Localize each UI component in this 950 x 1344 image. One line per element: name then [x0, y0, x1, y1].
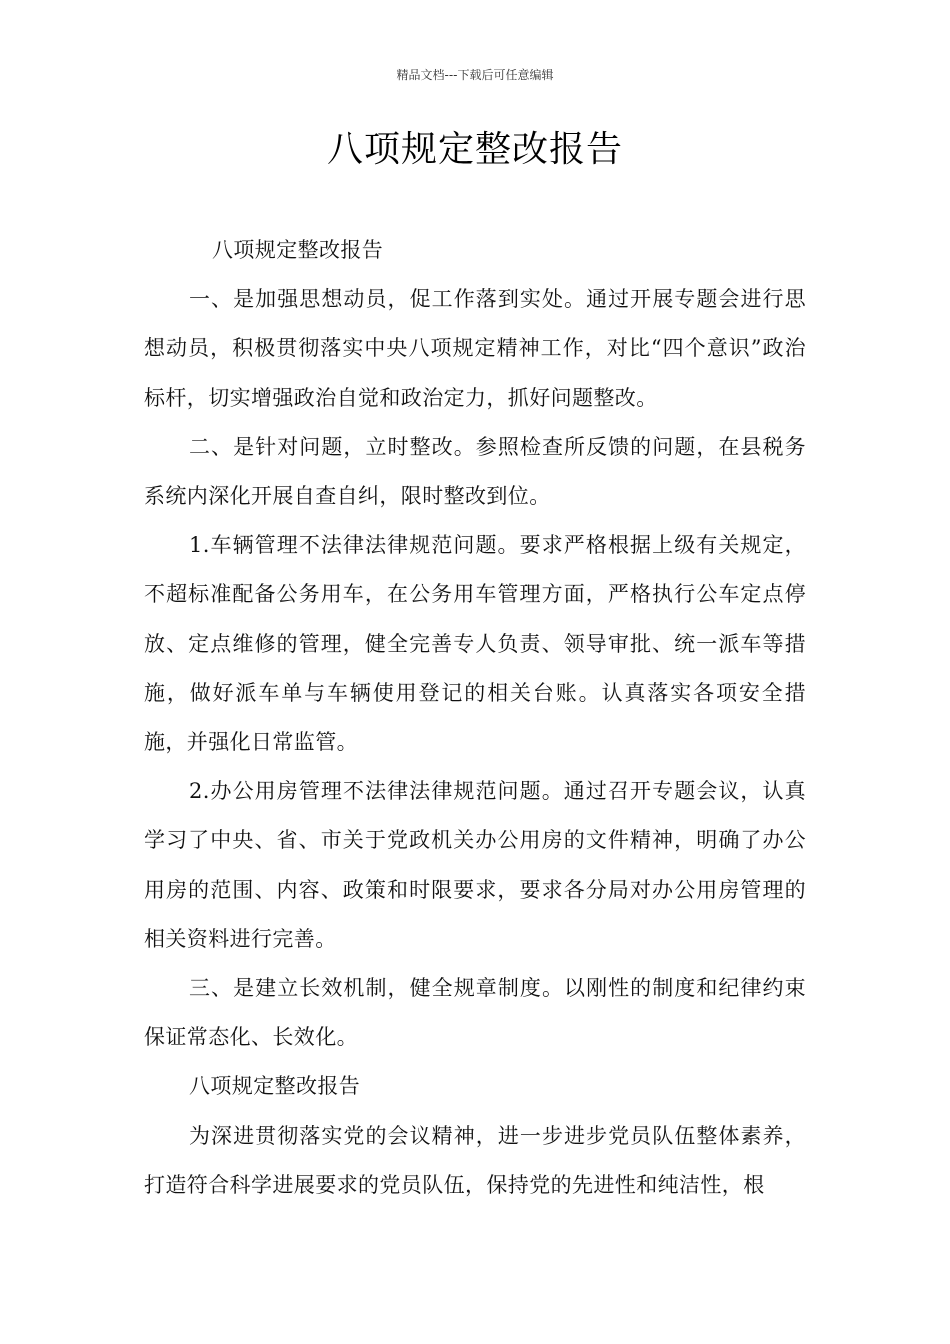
document-title: 八项规定整改报告: [326, 129, 623, 170]
paragraph-section-one: 一、是加强思想动员，促工作落到实处。通过开展专题会进行思想动员，积极贯彻落实中央八项规定精神工作，对比“四个意识”政治标杆，切实增强政治自觉和政治定力，抓好问题整改。: [144, 287, 806, 410]
document-body: [144, 226, 806, 1210]
paragraph-subtitle: 八项规定整改报告: [212, 238, 384, 262]
paragraph-second-heading: 八项规定整改报告: [189, 1074, 361, 1099]
page-header-note: 精品文档---下载后可任意编辑: [396, 68, 554, 82]
paragraph-intro-continued: 为深进贯彻落实党的会议精神，进一步进步党员队伍整体素养，打造符合科学进展要求的党员队伍，保持党的先进性和纯洁性，根: [144, 1123, 806, 1197]
paragraph-section-two: 二、是针对问题，立时整改。参照检查所反馈的问题，在县税务系统内深化开展自查自纠，限时整改到位。: [144, 434, 806, 509]
paragraph-item-vehicles: 1.车辆管理不法律法律规范问题。要求严格根据上级有关规定，不超标准配备公务用车，在公务用车管理方面，严格执行公车定点停放、定点维修的管理，健全完善专人负责、领导审批、统一派车等措施，做好派车单与车辆使用登记的相关台账。认真落实各项安全措施，并强化日常监管。: [144, 533, 806, 755]
paragraph-section-three: 三、是建立长效机制，健全规章制度。以刚性的制度和纪律约束保证常态化、长效化。: [144, 976, 806, 1050]
paragraph-item-office-space: 2.办公用房管理不法律法律规范问题。通过召开专题会议，认真学习了中央、省、市关于党政机关办公用房的文件精神，明确了办公用房的范围、内容、政策和时限要求，要求各分局对办公用房管理的相关资料进行完善。: [144, 779, 806, 951]
